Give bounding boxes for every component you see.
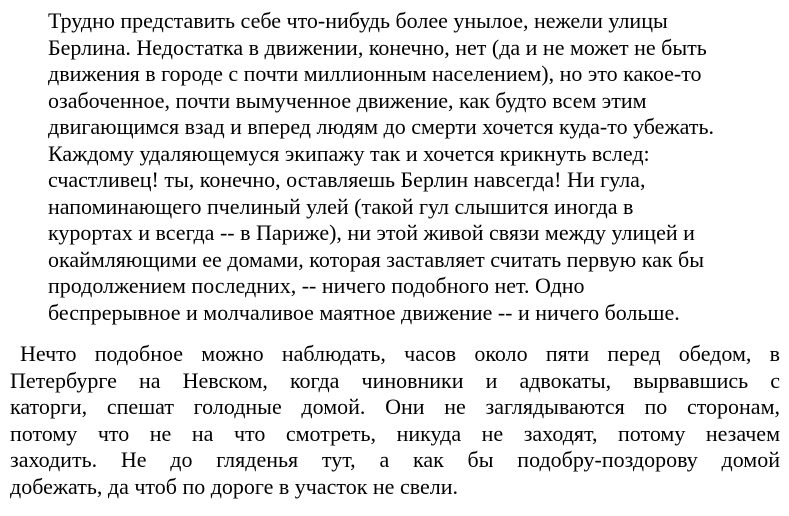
paragraph-line: добежать, да чтоб по дороге в участок не свели. [10,473,458,499]
quote-line: окаймляющими ее домами, которая заставляет считать первую как бы [48,246,705,272]
quote-line: двигающимся взад и вперед людям до смерти хочется куда-то убежать. [48,114,714,139]
quote-line: озабоченное, почти вымученное движение, как будто всем этим [48,87,647,113]
quote-line: продолжением последних, -- ничего подобного нет. Одно [48,273,585,298]
paragraph-line: Нечто подобное можно наблюдать, часов около пяти перед обедом, в [20,341,780,366]
quote-line: беспрерывное и молчаливое маятное движение -- и ничего больше. [48,299,680,325]
quote-line: Трудно представить себе что-нибудь более унылое, нежели улицы [48,8,668,33]
paragraph-line: каторги, спешат голодные домой. Они не заглядываются по сторонам, [10,394,780,419]
quote-line: движения в городе с почти миллионным населением), но это какое-то [48,61,702,86]
paragraph-line: потому что не на что смотреть, никуда не заходят, потому незачем [10,420,780,446]
quote-line: напоминающего пчелиный улей (такой гул слышится иногда в [48,193,634,219]
quote-line: Каждому удаляющемуся экипажу так и хочется крикнуть вслед: [48,140,650,166]
paragraph-line: Петербурге на Невском, когда чиновники и адвокаты, вырвавшись с [10,367,780,393]
body-paragraph [10,341,780,500]
quote-line: счастливец! ты, конечно, оставляешь Берлин навсегда! Ни гула, [48,167,646,192]
quote-line: курортах и всегда -- в Париже), ни этой живой связи между улицей и [48,220,695,245]
block-quote [48,8,788,326]
paragraph-line: заходить. Не до гляденья тут, а как бы подобру-поздорову домой [10,447,780,472]
quote-line: Берлина. Недостатка в движении, конечно, нет (да и не может не быть [48,34,707,60]
